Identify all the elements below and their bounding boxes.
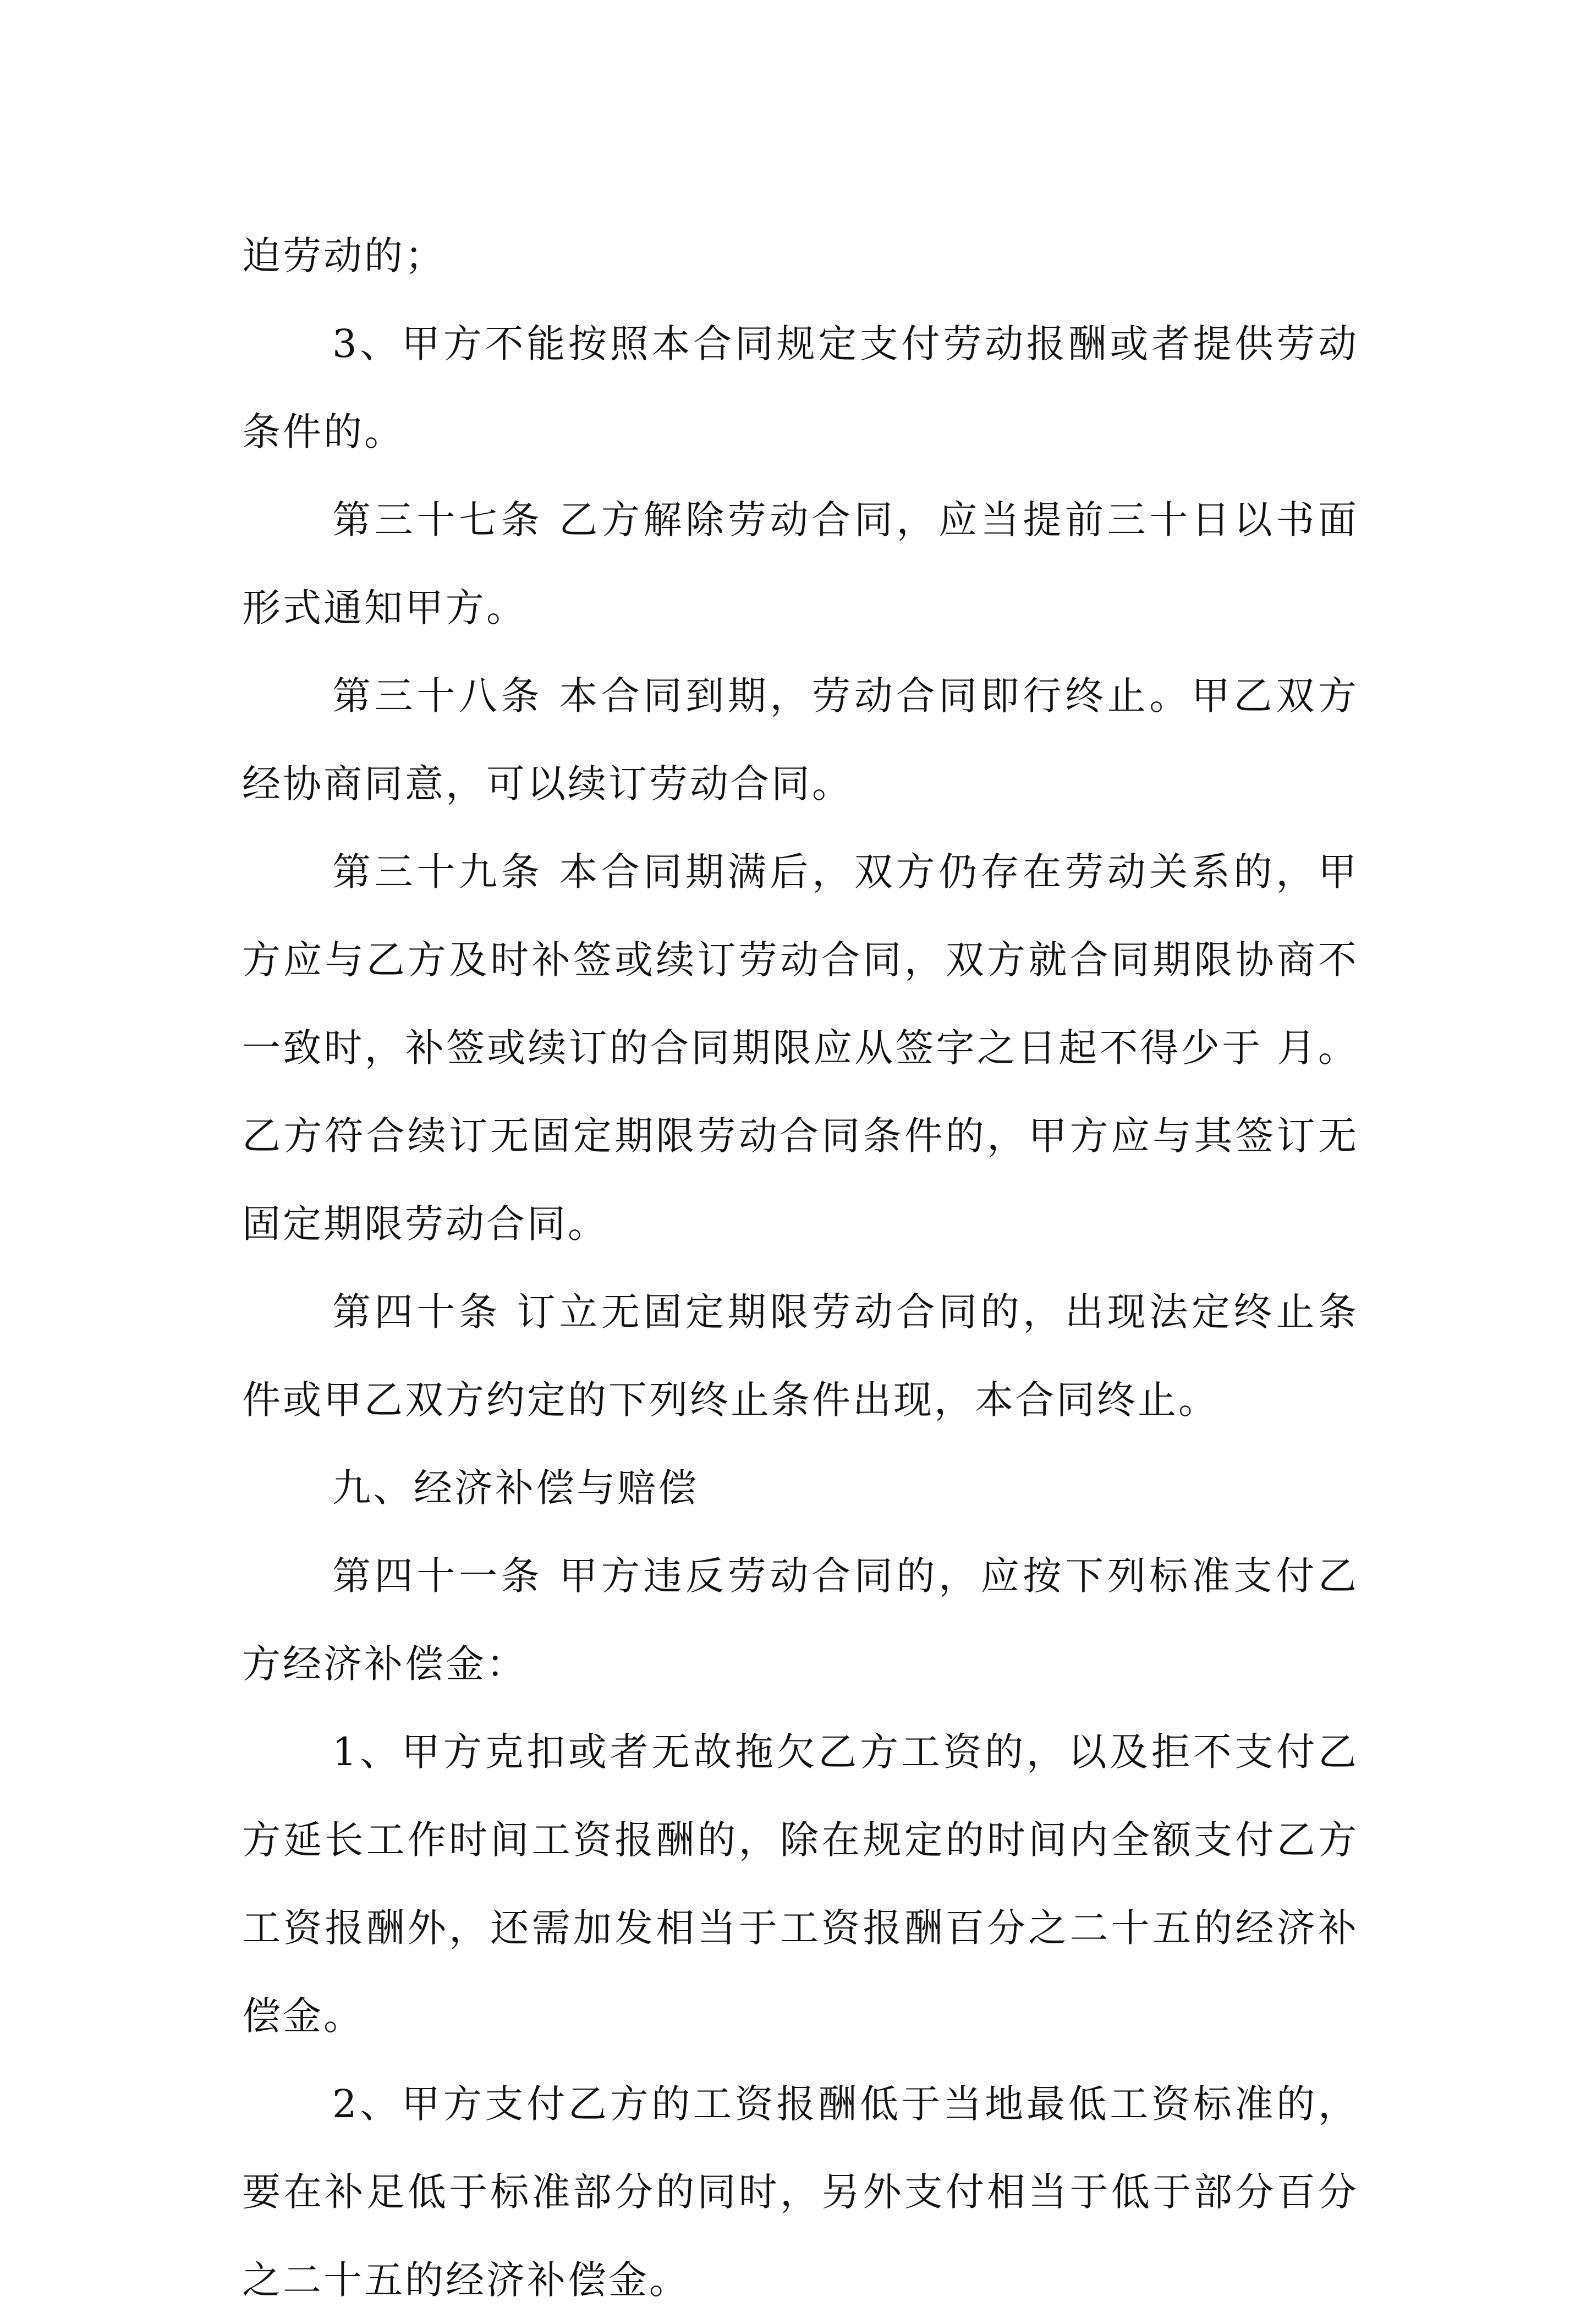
paragraph-2: 3、甲方不能按照本合同规定支付劳动报酬或者提供劳动条件的。 — [242, 321, 1359, 454]
paragraph-3: 第三十七条 乙方解除劳动合同，应当提前三十日以书面形式通知甲方。 — [242, 497, 1359, 630]
paragraph-4: 第三十八条 本合同到期，劳动合同即行终止。甲乙双方经协商同意，可以续订劳动合同。 — [242, 673, 1359, 806]
section-heading: 九、经济补偿与赔偿 — [332, 1465, 699, 1510]
paragraph-10: 2、甲方支付乙方的工资报酬低于当地最低工资标准的，要在补足低于标准部分的同时，另外支付相当于低于部分百分之二十五的经济补偿金。 — [242, 2081, 1359, 2303]
paragraph-9: 1、甲方克扣或者无故拖欠乙方工资的，以及拒不支付乙方延长工作时间工资报酬的，除在规定的时间内全额支付乙方工资报酬外，还需加发相当于工资报酬百分之二十五的经济补偿金。 — [242, 1729, 1359, 2039]
paragraph-1: 迫劳动的； — [242, 233, 446, 278]
paragraph-5: 第三十九条 本合同期满后，双方仍存在劳动关系的，甲方应与乙方及时补签或续订劳动合同，双方就合同期限协商不一致时，补签或续订的合同期限应从签字之日起不得少于 月。乙方符合续订无固定期限劳动合同条件的，甲方应与其签订无固定期限劳动合同。 — [242, 849, 1359, 1246]
paragraph-8: 第四十一条 甲方违反劳动合同的，应按下列标准支付乙方经济补偿金： — [242, 1553, 1359, 1686]
document-body — [242, 212, 1359, 2324]
paragraph-6: 第四十条 订立无固定期限劳动合同的，出现法定终止条件或甲乙双方约定的下列终止条件出现，本合同终止。 — [242, 1289, 1359, 1422]
